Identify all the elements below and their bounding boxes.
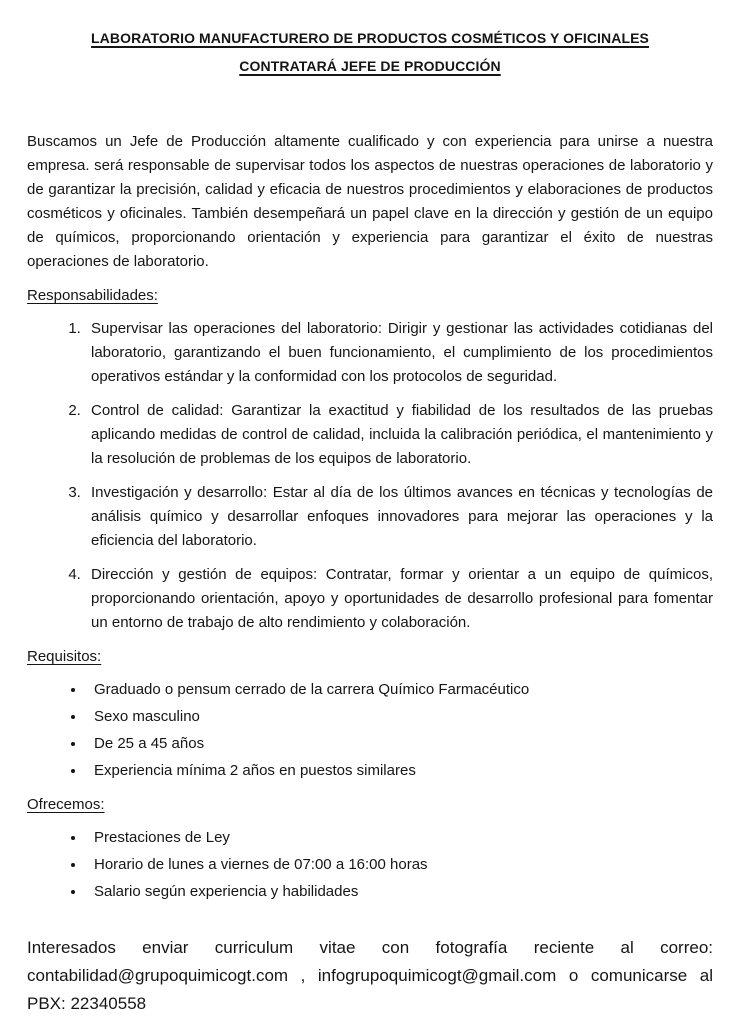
list-item: • Sexo masculino bbox=[86, 705, 713, 729]
requirements-list bbox=[27, 678, 713, 783]
list-item: • Prestaciones de Ley bbox=[86, 826, 713, 850]
list-item: 2. Control de calidad: Garantizar la exactitud y fiabilidad de los resultados de las pruebas aplicando medidas de control de calidad, incluida la calibración periódica, el mantenimiento y la resolución de problemas de los equipos de laboratorio. bbox=[85, 399, 713, 471]
list-item: 4. Dirección y gestión de equipos: Contratar, formar y orientar a un equipo de químicos, proporcionando orientación, apoyo y oportunidades de desarrollo profesional para fomentar un entorno de trabajo de alto rendimiento y colaboración. bbox=[85, 563, 713, 635]
section-heading-ofrecemos-label: Ofrecemos: bbox=[27, 796, 105, 813]
section-heading-responsabilidades bbox=[27, 284, 713, 308]
document-title-line-1: LABORATORIO MANUFACTURERO DE PRODUCTOS COSMÉTICOS Y OFICINALES bbox=[91, 30, 649, 46]
document-title-line-2: CONTRATARÁ JEFE DE PRODUCCIÓN bbox=[239, 58, 501, 74]
section-heading-requisitos-label: Requisitos: bbox=[27, 648, 102, 665]
section-heading-ofrecemos bbox=[27, 793, 713, 817]
closing-paragraph: Interesados enviar curriculum vitae con fotografía reciente al correo: contabilidad@grupoquimicogt.com , infogrupoquimicogt@gmail.com o comunicarse al PBX: 22340558 bbox=[27, 938, 713, 1013]
list-item: • De 25 a 45 años bbox=[86, 732, 713, 756]
section-heading-responsabilidades-label: Responsabilidades: bbox=[27, 287, 158, 304]
section-heading-requisitos bbox=[27, 645, 713, 669]
list-item: 3. Investigación y desarrollo: Estar al día de los últimos avances en técnicas y tecnologías de análisis químico y desarrollar enfoques innovadores para mejorar las operaciones y la eficiencia del laboratorio. bbox=[85, 481, 713, 553]
list-item: • Salario según experiencia y habilidades bbox=[86, 880, 713, 904]
offer-list bbox=[27, 826, 713, 904]
list-item: • Experiencia mínima 2 años en puestos similares bbox=[86, 759, 713, 783]
responsibilities-list bbox=[27, 317, 713, 635]
document-title bbox=[27, 24, 713, 80]
intro-paragraph: Buscamos un Jefe de Producción altamente cualificado y con experiencia para unirse a nuestra empresa. será responsable de supervisar todos los aspectos de nuestras operaciones de laboratorio y de garantizar la precisión, calidad y eficacia de nuestros procedimientos y elaboraciones de productos cosméticos y oficinales. También desempeñará un papel clave en la dirección y gestión de un equipo de químicos, proporcionando orientación y experiencia para garantizar el éxito de nuestras operaciones de laboratorio. bbox=[27, 133, 713, 270]
list-item: 1. Supervisar las operaciones del laboratorio: Dirigir y gestionar las actividades cotidianas del laboratorio, garantizando el buen funcionamiento, el cumplimiento de los procedimientos operativos estándar y la conformidad con los protocolos de seguridad. bbox=[85, 317, 713, 389]
list-item: • Horario de lunes a viernes de 07:00 a 16:00 horas bbox=[86, 853, 713, 877]
list-item: • Graduado o pensum cerrado de la carrera Químico Farmacéutico bbox=[86, 678, 713, 702]
